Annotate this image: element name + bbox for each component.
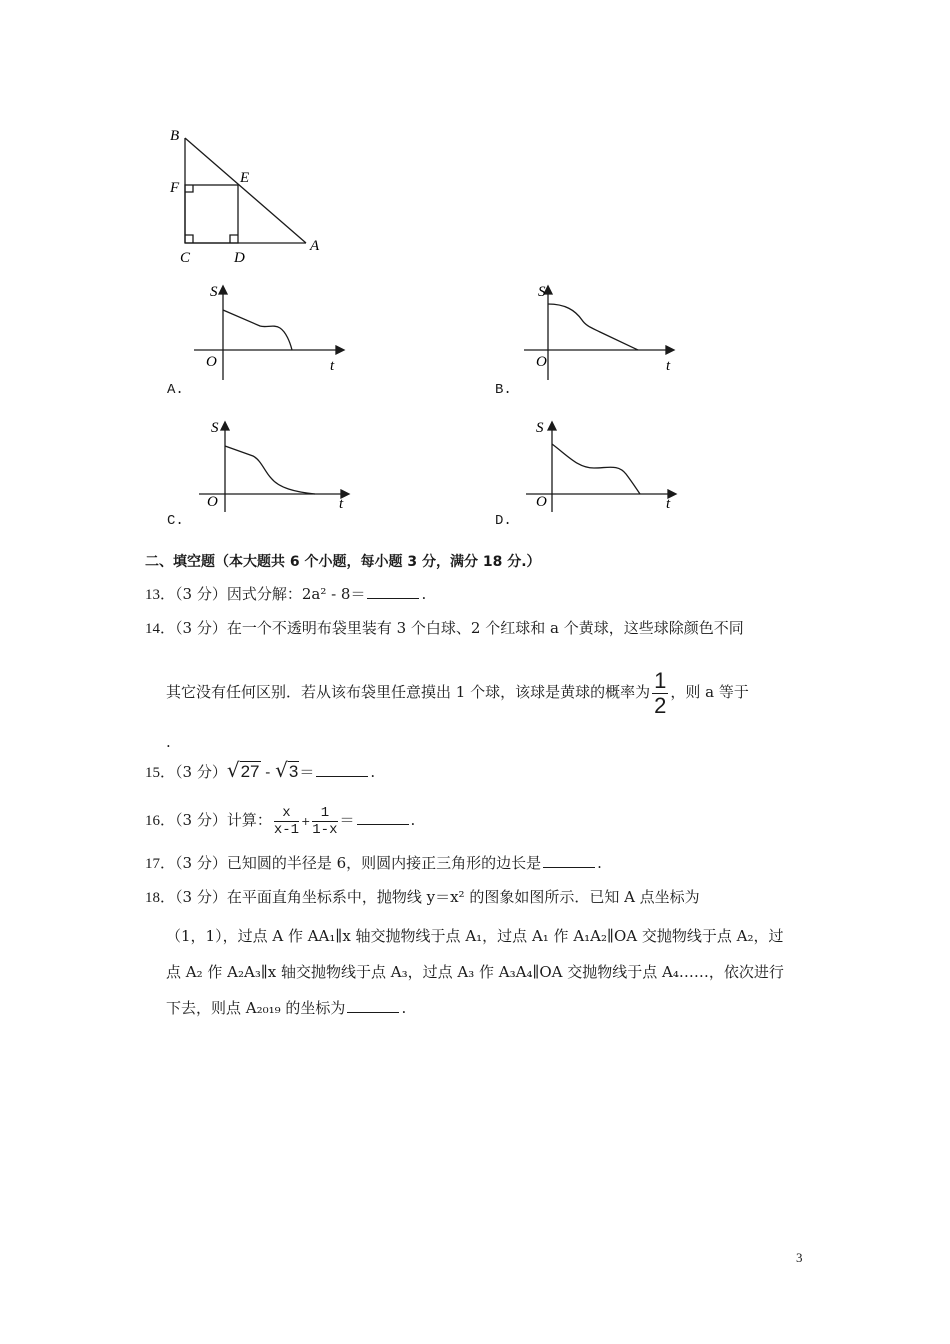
question-18-line3: 点 A₂ 作 A₂A₃∥x 轴交抛物线于点 A₃，过点 A₃ 作 A₃A₄∥OA 交抛物线于点 A₄……，依次进行 [166,963,784,981]
graph-option-b [520,280,680,382]
triangle-figure [160,120,340,270]
question-14-line1 [145,618,744,639]
label-C: C [180,250,191,266]
question-14-line3: . [166,733,171,751]
q15-minus: - [260,763,276,781]
q14-text-line1: 在一个不透明布袋里装有 3 个白球、2 个红球和 a 个黄球，这些球除颜色不同 [226,619,744,637]
label-B: B [170,128,180,144]
question-16 [145,800,415,840]
axis-t: t [666,358,671,374]
label-D: D [234,250,245,266]
label-A: A [310,238,320,254]
q14-text-line2a: 其它没有任何区别．若从该布袋里任意摸出 1 个球，该球是黄球的概率为 [166,683,651,701]
q15-answer-blank[interactable] [316,763,368,777]
q13-score: （3 分） [175,585,227,603]
option-b-label: B. [495,382,512,398]
q17-number: 17． [145,856,176,872]
q18-text-line1: 在平面直角坐标系中，抛物线 y＝x² 的图象如图所示．已知 A 点坐标为 [226,888,700,906]
option-c-label: C. [167,513,184,529]
label-F: F [170,180,180,196]
q13-answer-blank[interactable] [367,585,419,599]
q13-number: 13． [145,587,176,603]
q15-number: 15． [145,765,176,781]
q18-number: 18． [145,890,176,906]
q15-sqrt-27: √27 [226,758,260,782]
q17-score: （3 分） [175,854,227,872]
q15-sqrt-3: √3 [275,758,299,782]
q17-end: . [597,854,602,872]
q15-end: . [370,763,376,781]
origin-o: O [536,494,547,510]
q16-fraction-1: $\frac{x}{x-1}$ [273,804,300,838]
axis-t: t [666,496,671,512]
graph-option-c [195,412,355,514]
q16-answer-blank[interactable] [357,811,409,825]
option-a-label: A. [167,382,184,398]
axis-t: t [330,358,335,374]
axis-s: S [211,420,219,436]
q16-equals: ＝ [339,811,355,829]
question-15 [145,760,375,783]
question-14-line2 [166,668,749,716]
q16-number: 16． [145,813,176,829]
section-title: 二、填空题（本大题共 6 个小题，每小题 3 分，满分 18 分.） [145,554,541,570]
axis-s: S [538,284,546,300]
q14-number: 14． [145,621,176,637]
q14-score: （3 分） [175,619,227,637]
q14-text-line2b: ，则 a 等于 [670,683,749,701]
axis-s: S [210,284,218,300]
q18-text-line4: 下去，则点 A₂₀₁₉ 的坐标为 [166,999,346,1017]
axis-s: S [536,420,544,436]
question-17 [145,853,602,874]
q18-answer-blank[interactable] [347,999,399,1013]
page-number: 3 [796,1250,803,1265]
label-E: E [240,170,250,186]
q16-score: （3 分） [175,811,227,829]
graph-option-d [522,412,682,514]
q13-text: 因式分解：2a² - 8＝ [226,585,366,603]
question-18-line1 [145,887,700,908]
graph-option-a [190,280,350,382]
origin-o: O [207,494,218,510]
q16-end: . [410,811,416,829]
q15-equals: ＝ [299,763,315,781]
q16-plus: + [301,815,311,828]
origin-o: O [536,354,547,370]
q16-fraction-2: $\frac{1}{1-x}$ [312,804,338,838]
q17-answer-blank[interactable] [543,854,595,868]
question-13 [145,584,426,605]
question-18-line2: （1，1），过点 A 作 AA₁∥x 轴交抛物线于点 A₁，过点 A₁ 作 A₁A₂∥OA 交抛物线于点 A₂，过 [166,927,784,945]
q15-score: （3 分） [175,763,227,781]
q16-label: 计算： [226,811,272,829]
q17-text: 已知圆的半径是 6，则圆内接正三角形的边长是 [226,854,542,872]
q13-end: . [421,585,427,603]
origin-o: O [206,354,217,370]
option-d-label: D. [495,513,512,529]
q18-score: （3 分） [175,888,227,906]
q18-end: . [401,999,407,1017]
axis-t: t [339,496,344,512]
question-18-line4 [166,998,406,1018]
q14-probability-fraction: $\frac{1}{2}$ [654,667,667,718]
